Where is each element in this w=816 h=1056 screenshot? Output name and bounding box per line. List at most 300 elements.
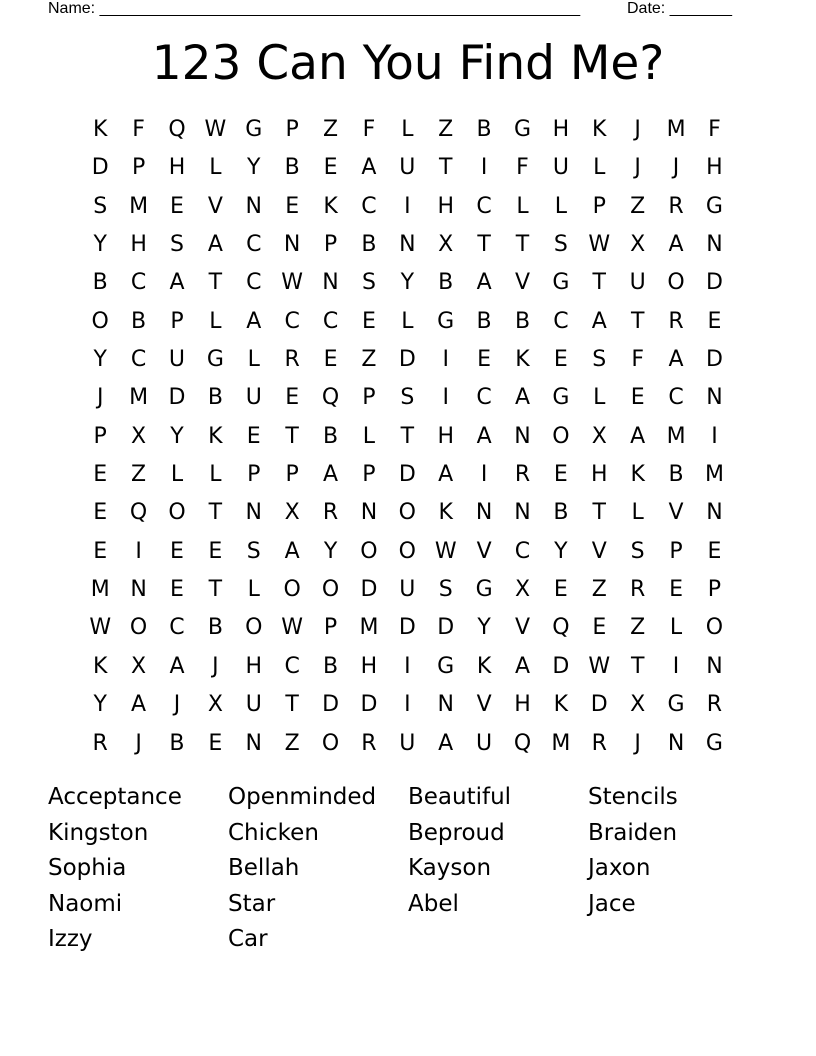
grid-letter: P	[669, 538, 683, 564]
word-list-item: Kingston	[48, 819, 149, 846]
grid-letter: E	[285, 193, 300, 219]
grid-letter: H	[130, 232, 147, 258]
grid-letter: U	[168, 347, 186, 373]
grid-letter: L	[247, 577, 260, 603]
grid-letter: D	[360, 577, 378, 603]
grid-letter: L	[593, 155, 606, 181]
grid-letter: Q	[513, 730, 532, 756]
grid-letter: N	[245, 730, 262, 756]
grid-letter: D	[398, 462, 416, 488]
grid-letter: N	[706, 653, 723, 679]
grid-letter: J	[634, 155, 641, 181]
grid-row	[81, 341, 734, 379]
grid-letter: Y	[93, 692, 107, 718]
grid-letter: R	[92, 730, 108, 756]
grid-letter: A	[591, 308, 607, 334]
word-list-item: Beproud	[408, 819, 505, 846]
grid-letter: H	[552, 117, 570, 142]
word-list-item: Braiden	[588, 819, 678, 846]
grid-letter: Y	[170, 423, 184, 449]
grid-letter: A	[131, 692, 147, 718]
grid-letter: O	[91, 308, 109, 334]
grid-letter: F	[631, 347, 644, 373]
grid-letter: H	[514, 692, 531, 718]
grid-letter: T	[438, 155, 453, 181]
grid-letter: I	[404, 692, 411, 718]
grid-letter: C	[476, 193, 492, 219]
grid-letter: H	[360, 653, 378, 679]
grid-letter: G	[206, 347, 224, 373]
grid-letter: M	[129, 385, 149, 411]
grid-letter: K	[208, 423, 223, 449]
grid-letter: N	[706, 232, 723, 258]
grid-letter: E	[669, 577, 683, 603]
grid-letter: N	[245, 193, 262, 219]
grid-letter: V	[476, 692, 492, 718]
grid-letter: P	[707, 577, 722, 603]
grid-letter: E	[285, 385, 300, 411]
grid-letter: T	[630, 308, 645, 334]
grid-letter: A	[668, 232, 684, 258]
grid-letter: N	[130, 577, 147, 603]
grid-letter: N	[437, 692, 454, 718]
grid-letter: L	[209, 155, 222, 181]
grid-letter: E	[93, 500, 108, 526]
grid-letter: E	[170, 577, 184, 603]
grid-letter: B	[476, 308, 492, 334]
grid-letter: H	[245, 653, 263, 679]
grid-letter: T	[285, 423, 299, 449]
grid-letter: M	[129, 193, 149, 219]
grid-letter: R	[514, 462, 531, 488]
word-list-item: Openminded	[228, 784, 377, 810]
grid-letter: P	[323, 232, 338, 258]
grid-letter: L	[401, 117, 414, 142]
grid-letter: A	[246, 308, 262, 334]
grid-letter: L	[554, 193, 568, 219]
grid-letter: U	[399, 577, 416, 603]
grid-letter: Z	[438, 117, 454, 142]
grid-letter: P	[323, 615, 338, 641]
grid-letter: X	[284, 500, 300, 526]
grid-letter: O	[398, 500, 416, 526]
grid-letter: N	[283, 232, 301, 258]
grid-letter: I	[442, 385, 449, 411]
grid-letter: N	[322, 270, 339, 296]
grid-letter: G	[437, 308, 455, 334]
grid-letter: N	[706, 385, 723, 411]
grid-letter: H	[706, 155, 723, 181]
grid-letter: F	[516, 155, 529, 181]
word-list-item: Abel	[408, 890, 459, 917]
name-field-label: Name: ______________________________________________________	[48, 0, 581, 17]
grid-letter: S	[630, 538, 645, 564]
grid-letter: Y	[247, 155, 261, 181]
grid-letter: V	[514, 270, 531, 296]
grid-letter: W	[204, 117, 227, 142]
grid-letter: L	[631, 500, 644, 526]
grid-letter: I	[442, 347, 449, 373]
grid-letter: L	[669, 615, 683, 641]
grid-letter: B	[169, 730, 185, 756]
grid-letter: B	[322, 423, 339, 449]
grid-letter: X	[438, 232, 454, 258]
grid-letter: L	[516, 193, 529, 219]
grid-letter: J	[96, 385, 104, 411]
grid-letter: E	[170, 538, 184, 564]
grid-letter: U	[399, 155, 416, 181]
grid-letter: Y	[93, 232, 107, 258]
grid-letter: Y	[554, 538, 568, 564]
grid-letter: Q	[552, 615, 570, 641]
grid-letter: J	[212, 653, 219, 679]
grid-letter: U	[245, 692, 262, 718]
grid-letter: P	[285, 462, 299, 488]
grid-letter: A	[668, 347, 684, 373]
grid-row	[81, 418, 734, 456]
grid-letter: E	[208, 730, 223, 756]
grid-letter: K	[476, 653, 492, 679]
grid-letter: C	[169, 615, 185, 641]
grid-letter: X	[131, 423, 147, 449]
grid-letter: S	[553, 232, 568, 258]
word-list-item: Jaxon	[588, 855, 651, 881]
grid-letter: N	[667, 730, 685, 756]
word-list-item: Sophia	[48, 855, 127, 881]
grid-letter: E	[553, 347, 568, 373]
grid-letter: J	[672, 155, 680, 181]
grid-letter: P	[93, 423, 107, 449]
grid-letter: I	[135, 538, 142, 564]
grid-letter: O	[705, 615, 724, 641]
grid-letter: O	[245, 615, 263, 641]
grid-letter: K	[92, 653, 108, 679]
grid-letter: L	[401, 308, 414, 334]
grid-letter: U	[629, 270, 646, 296]
grid-row	[81, 149, 734, 187]
grid-letter: T	[515, 232, 530, 258]
grid-letter: A	[284, 538, 300, 564]
grid-letter: I	[711, 423, 718, 449]
grid-letter: C	[668, 385, 684, 411]
grid-letter: C	[514, 538, 531, 564]
grid-letter: B	[207, 615, 223, 641]
grid-letter: C	[246, 270, 262, 296]
grid-letter: V	[514, 615, 531, 641]
grid-letter: D	[360, 692, 378, 718]
grid-letter: B	[514, 308, 531, 334]
grid-row	[81, 303, 734, 341]
page-title: 123 Can You Find Me?	[151, 36, 665, 91]
grid-letter: R	[630, 577, 646, 603]
word-list-item: Acceptance	[48, 784, 182, 810]
grid-letter: X	[591, 423, 607, 449]
grid-letter: D	[590, 692, 608, 718]
grid-letter: E	[208, 538, 223, 564]
grid-letter: L	[170, 462, 184, 488]
grid-letter: L	[247, 347, 260, 373]
grid-letter: O	[398, 538, 416, 564]
grid-letter: Z	[361, 347, 377, 373]
grid-letter: F	[708, 117, 721, 142]
grid-letter: B	[668, 462, 684, 488]
grid-letter: T	[400, 423, 415, 449]
grid-letter: W	[434, 538, 457, 564]
grid-letter: Q	[168, 117, 186, 142]
grid-letter: M	[359, 615, 379, 641]
grid-letter: O	[283, 577, 301, 603]
grid-letter: E	[477, 347, 492, 373]
grid-letter: I	[404, 653, 411, 679]
grid-letter: U	[552, 155, 569, 181]
grid-letter: C	[130, 347, 147, 373]
grid-letter: G	[552, 385, 570, 411]
grid-letter: D	[552, 653, 570, 679]
grid-letter: P	[247, 462, 261, 488]
grid-letter: P	[170, 308, 184, 334]
grid-letter: G	[245, 117, 263, 142]
grid-letter: T	[208, 577, 223, 603]
grid-letter: Y	[477, 615, 491, 641]
grid-letter: D	[705, 347, 723, 373]
grid-letter: F	[362, 117, 376, 142]
grid-letter: C	[553, 308, 569, 334]
grid-letter: R	[322, 500, 339, 526]
grid-letter: T	[477, 232, 491, 258]
grid-letter: L	[362, 423, 376, 449]
grid-letter: S	[246, 538, 261, 564]
grid-row	[81, 648, 734, 686]
grid-letter: B	[322, 653, 339, 679]
grid-letter: V	[591, 538, 607, 564]
grid-letter: S	[169, 232, 184, 258]
grid-letter: D	[322, 692, 340, 718]
grid-letter: A	[323, 462, 339, 488]
grid-letter: M	[666, 117, 686, 142]
grid-letter: N	[399, 232, 416, 258]
grid-letter: M	[666, 423, 686, 449]
grid-letter: W	[588, 232, 611, 258]
grid-letter: A	[514, 385, 531, 411]
grid-row	[81, 571, 734, 609]
grid-row	[81, 226, 734, 264]
grid-row	[81, 533, 734, 571]
grid-letter: U	[399, 730, 416, 756]
grid-letter: J	[173, 692, 181, 718]
grid-letter: Z	[591, 577, 607, 603]
grid-letter: M	[90, 577, 110, 603]
grid-letter: D	[398, 615, 416, 641]
grid-letter: B	[553, 500, 569, 526]
grid-letter: F	[132, 117, 145, 142]
grid-letter: D	[168, 385, 186, 411]
grid-letter: U	[245, 385, 262, 411]
grid-letter: G	[705, 193, 723, 219]
grid-letter: D	[91, 155, 109, 181]
grid-letter: A	[630, 423, 646, 449]
grid-letter: C	[361, 193, 377, 219]
grid-letter: B	[92, 270, 108, 296]
grid-letter: D	[398, 347, 416, 373]
grid-letter: P	[285, 117, 299, 142]
grid-letter: V	[207, 193, 223, 219]
grid-letter: E	[323, 155, 338, 181]
grid-letter: K	[323, 193, 338, 219]
grid-letter: H	[591, 462, 608, 488]
grid-letter: C	[284, 653, 300, 679]
grid-letter: I	[404, 193, 411, 219]
grid-letter: C	[284, 308, 300, 334]
grid-row	[81, 686, 734, 724]
grid-letter: R	[706, 692, 723, 718]
grid-letter: Z	[630, 615, 646, 641]
word-list-item: Star	[228, 890, 276, 917]
word-list-item: Bellah	[228, 855, 300, 881]
grid-letter: T	[285, 692, 299, 718]
grid-letter: T	[208, 270, 223, 296]
word-list-item: Stencils	[588, 784, 678, 810]
grid-letter: J	[634, 730, 641, 756]
grid-letter: E	[93, 462, 108, 488]
grid-letter: N	[245, 500, 262, 526]
grid-letter: N	[514, 423, 531, 449]
grid-letter: A	[476, 423, 492, 449]
grid-row	[81, 725, 734, 763]
grid-letter: I	[672, 653, 680, 679]
grid-letter: Y	[323, 538, 338, 564]
grid-letter: B	[284, 155, 300, 181]
grid-letter: W	[588, 653, 611, 679]
grid-letter: K	[92, 117, 108, 142]
grid-letter: C	[322, 308, 339, 334]
grid-row	[81, 264, 734, 302]
grid-letter: P	[362, 462, 376, 488]
grid-letter: T	[592, 500, 606, 526]
grid-letter: C	[476, 385, 492, 411]
grid-letter: K	[553, 692, 569, 718]
grid-letter: O	[667, 270, 685, 296]
grid-letter: R	[361, 730, 377, 756]
grid-letter: H	[437, 193, 454, 219]
grid-row	[81, 494, 734, 532]
grid-letter: G	[705, 730, 723, 756]
grid-letter: A	[207, 232, 223, 258]
grid-letter: H	[437, 423, 454, 449]
grid-letter: X	[207, 692, 223, 718]
grid-letter: I	[480, 462, 488, 488]
grid-row	[81, 111, 734, 149]
grid-letter: O	[168, 500, 186, 526]
grid-letter: I	[480, 155, 488, 181]
grid-letter: G	[667, 692, 685, 718]
word-list-item: Car	[228, 926, 268, 952]
letter-grid	[81, 111, 734, 763]
grid-letter: A	[514, 653, 531, 679]
grid-letter: K	[515, 347, 530, 373]
grid-letter: P	[362, 385, 376, 411]
grid-letter: B	[476, 117, 492, 142]
grid-letter: G	[475, 577, 493, 603]
grid-row	[81, 188, 734, 226]
grid-letter: P	[131, 155, 146, 181]
grid-letter: E	[246, 423, 261, 449]
grid-letter: E	[553, 577, 568, 603]
grid-letter: E	[707, 538, 722, 564]
grid-letter: S	[438, 577, 453, 603]
grid-letter: X	[630, 692, 646, 718]
grid-letter: Y	[400, 270, 415, 296]
grid-letter: Z	[323, 117, 339, 142]
grid-letter: W	[281, 615, 304, 641]
grid-letter: A	[438, 730, 454, 756]
grid-letter: W	[281, 270, 304, 296]
grid-letter: S	[592, 347, 607, 373]
grid-letter: Z	[284, 730, 300, 756]
grid-letter: Y	[93, 347, 107, 373]
grid-letter: V	[476, 538, 492, 564]
grid-letter: E	[630, 385, 645, 411]
grid-letter: N	[360, 500, 378, 526]
grid-letter: T	[630, 653, 645, 679]
grid-letter: E	[707, 308, 722, 334]
grid-letter: U	[476, 730, 493, 756]
date-field-label: Date: _______	[627, 0, 732, 17]
grid-letter: G	[513, 117, 532, 142]
grid-letter: C	[246, 232, 262, 258]
grid-letter: O	[321, 577, 340, 603]
grid-row	[81, 609, 734, 647]
grid-letter: K	[438, 500, 453, 526]
grid-letter: S	[400, 385, 415, 411]
grid-letter: B	[361, 232, 377, 258]
grid-letter: X	[514, 577, 531, 603]
grid-letter: N	[514, 500, 531, 526]
grid-letter: R	[284, 347, 300, 373]
word-list-item: Izzy	[48, 926, 93, 952]
grid-letter: S	[361, 270, 376, 296]
grid-letter: R	[591, 730, 607, 756]
grid-letter: Q	[321, 385, 340, 411]
word-list-item: Naomi	[48, 890, 123, 917]
grid-letter: M	[704, 462, 724, 488]
word-list	[48, 780, 768, 958]
grid-row	[81, 379, 734, 417]
grid-letter: A	[361, 155, 377, 181]
word-list-item: Chicken	[228, 819, 319, 846]
grid-letter: O	[129, 615, 148, 641]
grid-letter: E	[93, 538, 108, 564]
grid-letter: R	[668, 193, 684, 219]
grid-letter: N	[475, 500, 493, 526]
grid-letter: O	[360, 538, 378, 564]
grid-letter: T	[208, 500, 223, 526]
grid-letter: X	[630, 232, 646, 258]
grid-letter: A	[476, 270, 492, 296]
grid-letter: B	[438, 270, 454, 296]
grid-letter: G	[437, 653, 455, 679]
grid-letter: H	[168, 155, 186, 181]
word-list-item: Kayson	[408, 855, 492, 881]
grid-letter: B	[131, 308, 147, 334]
grid-letter: N	[706, 500, 723, 526]
grid-letter: R	[668, 308, 684, 334]
word-list-item: Beautiful	[408, 784, 512, 810]
grid-letter: T	[592, 270, 606, 296]
grid-letter: G	[552, 270, 570, 296]
grid-letter: K	[592, 117, 607, 142]
word-list-item: Jace	[588, 890, 636, 917]
grid-letter: W	[89, 615, 112, 641]
